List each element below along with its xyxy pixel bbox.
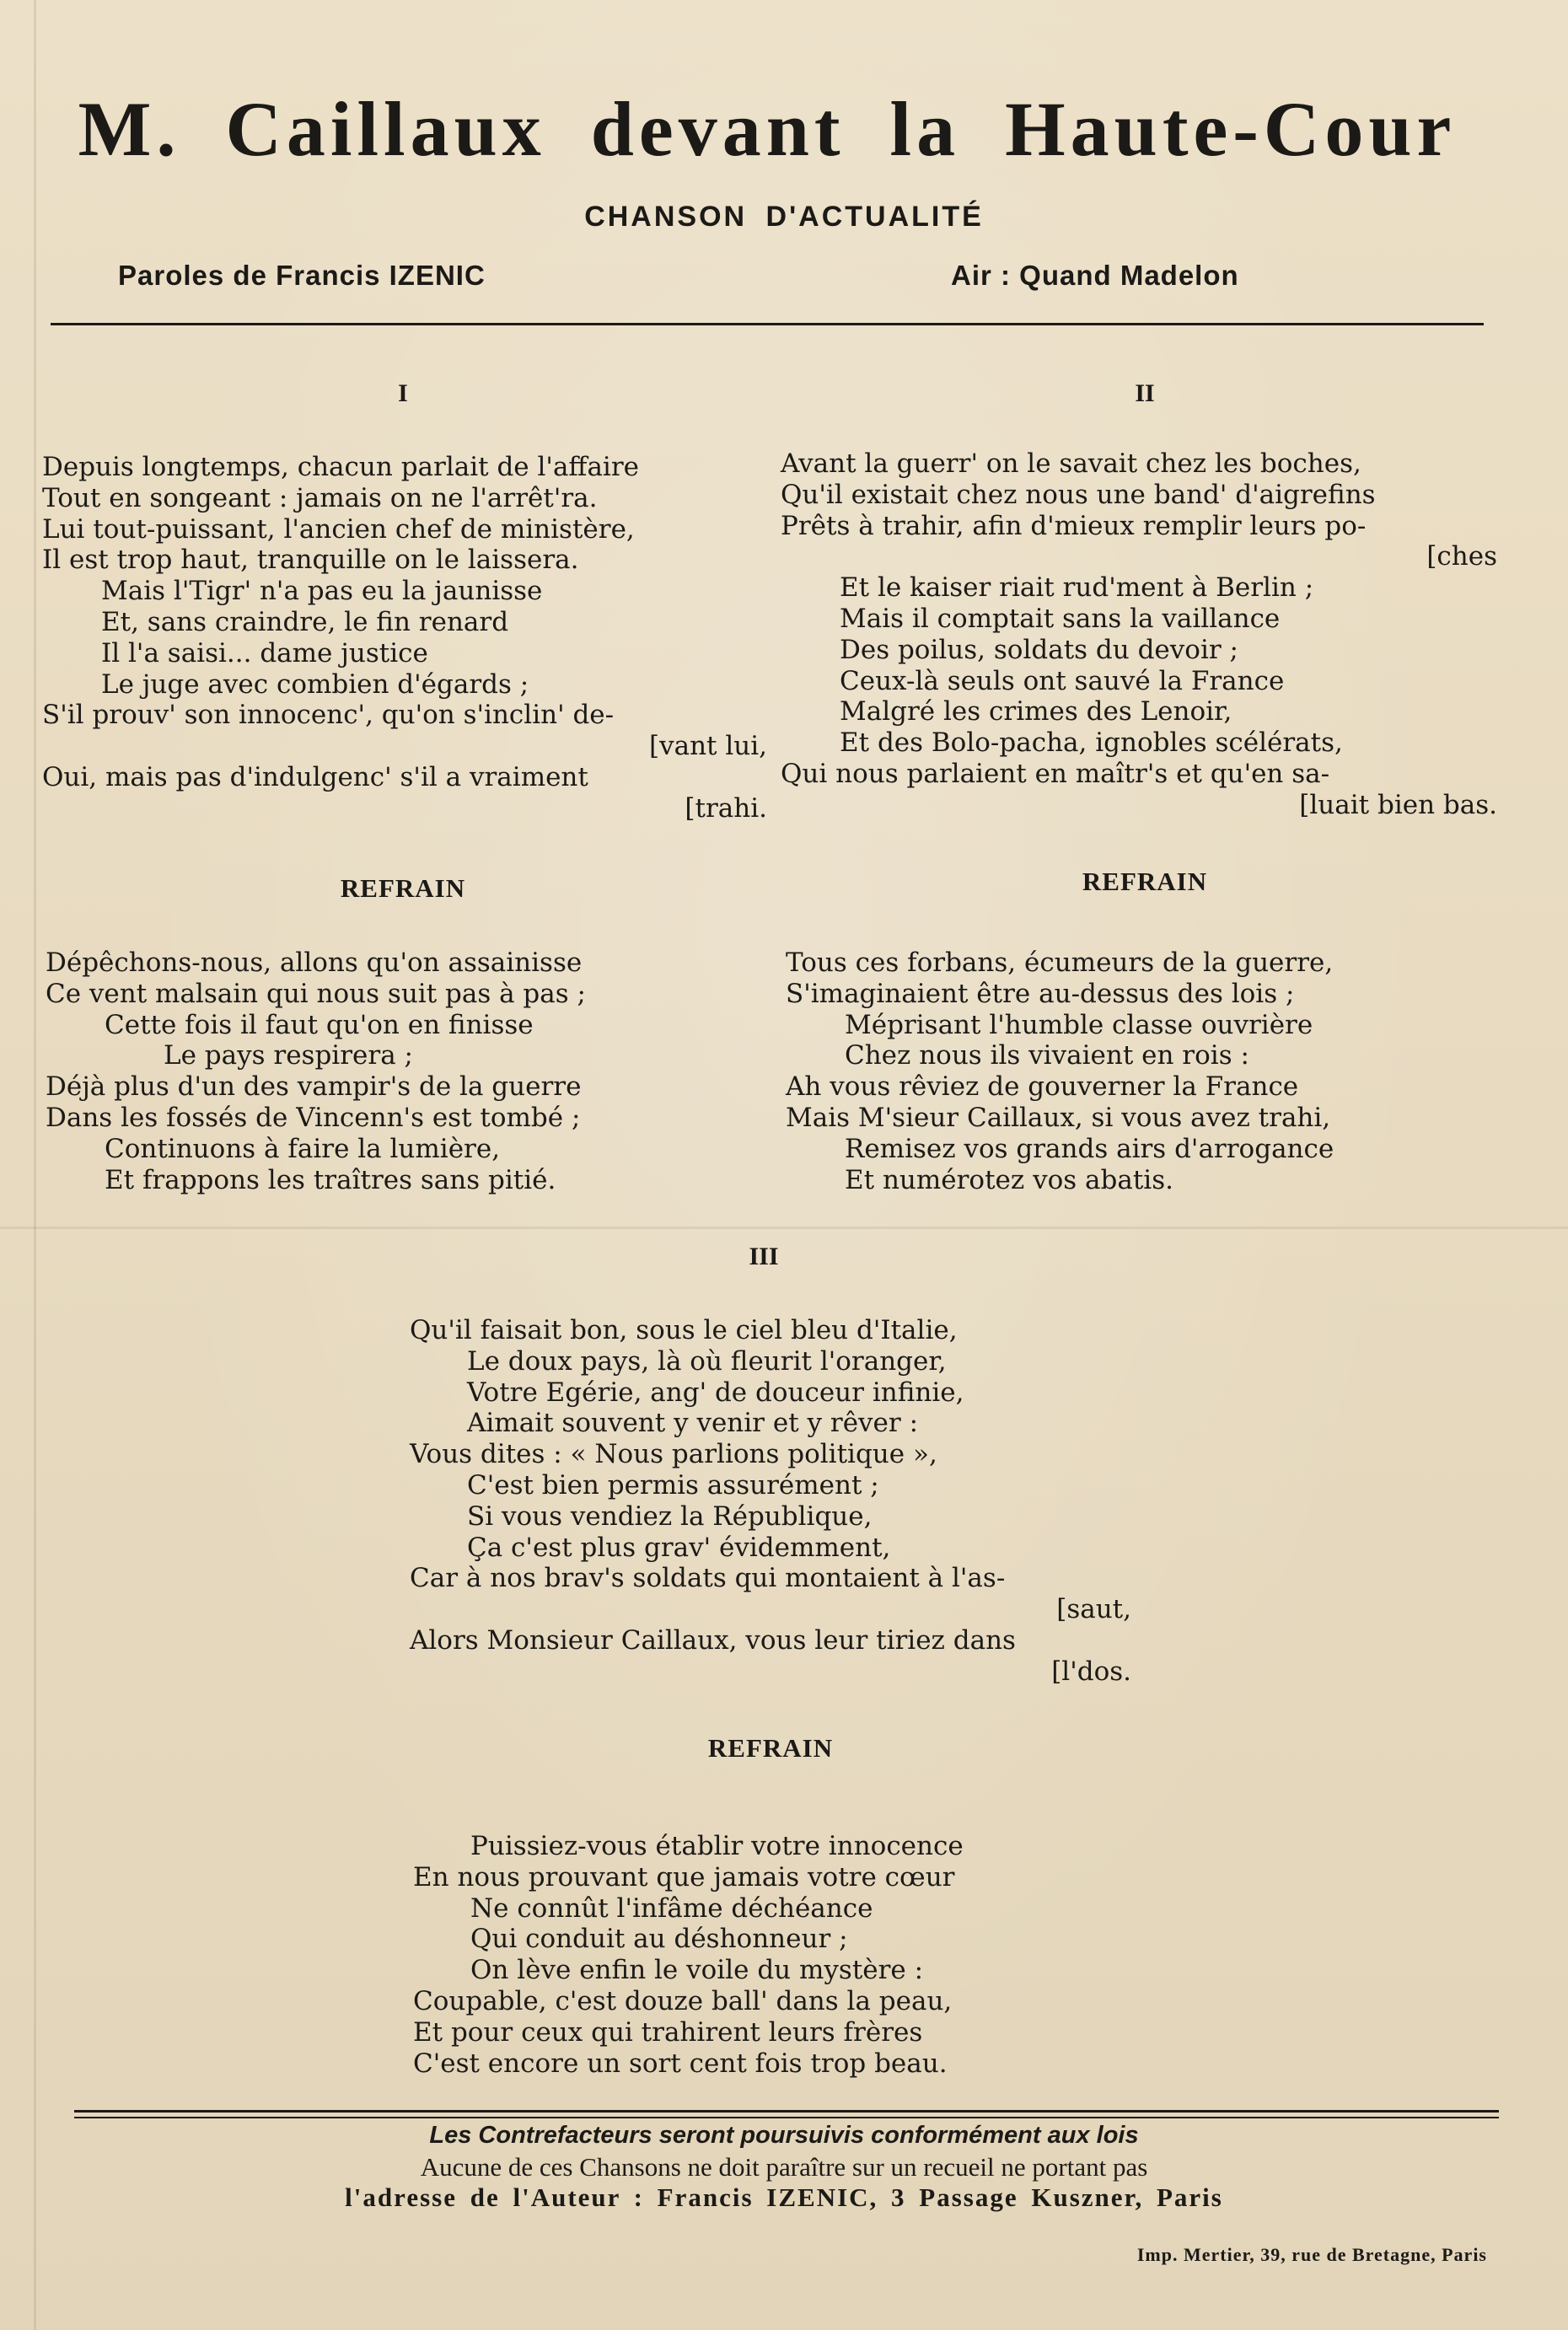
verse3-line: Aimait souvent y venir et y rêver : (467, 1408, 919, 1439)
footer-rule-thin (74, 2117, 1499, 2118)
verse2-line: Ceux-là seuls ont sauvé la France (840, 665, 1285, 696)
refrain2-line: Ah vous rêviez de gouverner la France (786, 1071, 1299, 1103)
verse3-line: C'est bien permis assurément ; (467, 1469, 879, 1501)
publication-notice: Aucune de ces Chansons ne doit paraître sur un recueil ne portant pas (420, 2152, 1148, 2182)
author-address: l'adresse de l'Auteur : Francis IZENIC, 3 Passage Kuszner, Paris (345, 2182, 1223, 2212)
verse1-line: Il l'a saisi... dame justice (101, 637, 428, 668)
verse1-line: S'il prouv' son innocenc', qu'on s'inclin' de- (42, 700, 615, 731)
verse2-line: Qu'il existait chez nous une band' d'aigrefins (781, 479, 1376, 510)
refrain-1 (46, 948, 771, 1195)
refrain-3-heading: REFRAIN (707, 1733, 834, 1763)
verse1-line: Mais l'Tigr' n'a pas eu la jaunisse (101, 576, 543, 607)
refrain-2 (786, 948, 1502, 1195)
refrain2-line: Tous ces forbans, écumeurs de la guerre, (786, 948, 1334, 978)
refrain3-line: On lève enfin le voile du mystère : (470, 1955, 924, 1986)
refrain1-line: Le pays respirera ; (164, 1040, 413, 1071)
song-subtitle: CHANSON D'ACTUALITÉ (584, 201, 984, 233)
verse2-line: [ches (1426, 541, 1497, 572)
verse2-line: Qui nous parlaient en maîtr's et qu'en sa- (781, 758, 1330, 789)
verse1-line: Lui tout-puissant, l'ancien chef de ministère, (42, 513, 635, 545)
refrain3-line: Ne connût l'infâme déchéance (470, 1892, 873, 1924)
verse2-line: Prêts à trahir, afin d'mieux remplir leurs po- (781, 510, 1367, 541)
verse1-line: Oui, mais pas d'indulgenc' s'il a vraiment (42, 761, 588, 792)
verse3-line: Si vous vendiez la République, (467, 1501, 873, 1532)
footer-rule (74, 2110, 1499, 2113)
refrain-3 (413, 1831, 1138, 2079)
refrain2-line: Remisez vos grands airs d'arrogance (845, 1133, 1334, 1164)
paper-fold-horizontal (0, 1227, 1568, 1229)
refrain1-line: Déjà plus d'un des vampir's de la guerre (46, 1071, 582, 1103)
verse1-line: Il est trop haut, tranquille on le laissera. (42, 545, 579, 576)
refrain3-line: Coupable, c'est douze ball' dans la peau, (413, 1985, 953, 2016)
song-title: M. Caillaux devant la Haute-Cour (78, 86, 1457, 172)
refrain2-line: Chez nous ils vivaient en rois : (845, 1040, 1249, 1071)
refrain3-line: Qui conduit au déshonneur ; (470, 1924, 848, 1955)
refrain-2-heading: REFRAIN (1082, 867, 1208, 896)
verse3-line: Car à nos brav's soldats qui montaient à l'as- (410, 1563, 1006, 1594)
lyricist-credit: Paroles de Francis IZENIC (118, 260, 486, 291)
verse2-line: Mais il comptait sans la vaillance (840, 603, 1281, 634)
refrain3-line: Et pour ceux qui trahirent leurs frères (413, 2016, 923, 2048)
verse2-line: Avant la guerr' on le savait chez les boches, (781, 448, 1361, 479)
copyright-notice: Les Contrefacteurs seront poursuivis conformément aux lois (429, 2122, 1139, 2149)
verse-2 (781, 448, 1497, 821)
verse-3-numeral: III (749, 1243, 779, 1270)
verse2-line: Malgré les crimes des Lenoir, (840, 696, 1232, 727)
verse2-line: Des poilus, soldats du devoir ; (840, 634, 1238, 665)
refrain2-line: Et numérotez vos abatis. (845, 1164, 1173, 1195)
verse3-line: [saut, (1056, 1594, 1131, 1625)
header-rule (51, 323, 1484, 325)
verse1-line: [trahi. (685, 792, 767, 824)
refrain3-line: C'est encore un sort cent fois trop beau. (413, 2048, 948, 2079)
verse3-line: Votre Egérie, ang' de douceur infinie, (467, 1377, 964, 1408)
verse-1-numeral: I (398, 379, 408, 407)
verse1-line: Et, sans craindre, le fin renard (101, 606, 509, 637)
refrain1-line: Continuons à faire la lumière, (105, 1133, 501, 1164)
refrain1-line: Ce vent malsain qui nous suit pas à pas ; (46, 978, 586, 1009)
refrain1-line: Et frappons les traîtres sans pitié. (105, 1164, 556, 1195)
verse2-line: [luait bien bas. (1299, 789, 1497, 820)
verse-1 (42, 452, 767, 824)
refrain2-line: Méprisant l'humble classe ouvrière (845, 1009, 1313, 1040)
refrain1-line: Dépêchons-nous, allons qu'on assainisse (46, 948, 583, 978)
refrain2-line: Mais M'sieur Caillaux, si vous avez trahi, (786, 1102, 1331, 1133)
refrain3-line: En nous prouvant que jamais votre cœur (413, 1861, 955, 1892)
verse3-line: [l'dos. (1051, 1656, 1131, 1687)
verse1-line: Depuis longtemps, chacun parlait de l'affaire (42, 452, 640, 482)
verse3-line: Le doux pays, là où fleurit l'oranger, (467, 1345, 947, 1377)
tune-credit: Air : Quand Madelon (951, 260, 1239, 291)
verse3-line: Qu'il faisait bon, sous le ciel bleu d'Italie, (410, 1315, 958, 1345)
verse-2-numeral: II (1135, 379, 1155, 407)
refrain-1-heading: REFRAIN (340, 873, 466, 903)
verse3-line: Alors Monsieur Caillaux, vous leur tiriez dans (410, 1624, 1016, 1656)
verse-3 (410, 1315, 1131, 1688)
verse2-line: Et le kaiser riait rud'ment à Berlin ; (840, 572, 1314, 604)
refrain1-line: Cette fois il faut qu'on en finisse (105, 1009, 534, 1040)
verse1-line: Tout en songeant : jamais on ne l'arrêt'ra. (42, 482, 598, 513)
verse3-line: Vous dites : « Nous parlions politique », (410, 1439, 937, 1470)
paper-fold-vertical (34, 0, 36, 2330)
verse1-line: [vant lui, (648, 731, 767, 762)
refrain2-line: S'imaginaient être au-dessus des lois ; (786, 978, 1295, 1009)
refrain1-line: Dans les fossés de Vincenn's est tombé ; (46, 1102, 581, 1133)
verse2-line: Et des Bolo-pacha, ignobles scélérats, (840, 727, 1343, 759)
verse1-line: Le juge avec combien d'égards ; (101, 668, 529, 700)
verse3-line: Ça c'est plus grav' évidemment, (467, 1532, 891, 1563)
refrain3-line: Puissiez-vous établir votre innocence (470, 1831, 964, 1861)
printer-credit: Imp. Mertier, 39, rue de Bretagne, Paris (1136, 2244, 1487, 2265)
